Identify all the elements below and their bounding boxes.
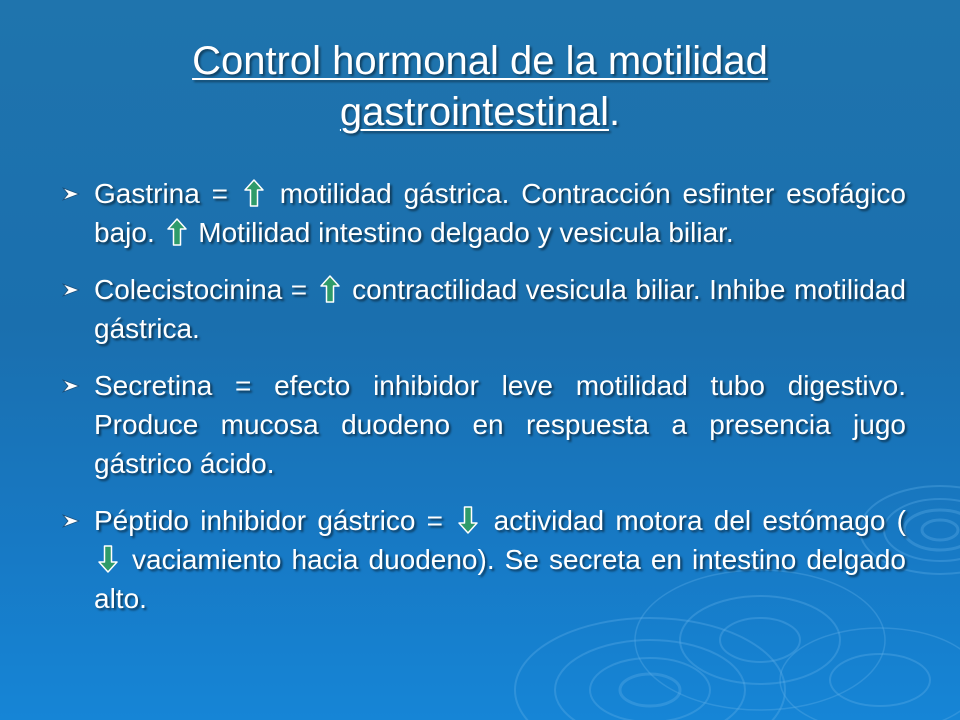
bullet-item: [62, 270, 906, 348]
down-arrow-icon: [458, 506, 478, 534]
bullet-item: [62, 174, 906, 252]
down-arrow-icon: [98, 545, 118, 573]
bullet-text: Péptido inhibidor gástrico =: [94, 505, 455, 536]
up-arrow-icon: [167, 218, 187, 246]
bullet-text: motilidad gástrica. Contracción esfinter esofágico bajo.: [94, 178, 907, 248]
bullet-text: vaciamiento hacia duodeno). Se secreta en intestino delgado alto.: [94, 544, 906, 614]
bullet-text: contractilidad vesicula biliar. Inhibe motilidad gástrica.: [94, 274, 906, 344]
bullet-text: actividad motora del estómago (: [482, 505, 906, 536]
bullet-list: [62, 174, 906, 636]
bullet-text: Colecistocinina =: [94, 274, 316, 305]
bullet-arrow-icon: [62, 187, 80, 201]
bullet-text: Motilidad intestino delgado y vesicula biliar.: [190, 217, 734, 248]
slide-title-text: Control hormonal de la motilidad gastrointestinal: [192, 39, 768, 134]
bullet-arrow-icon: [62, 379, 80, 393]
up-arrow-icon: [244, 179, 264, 207]
bullet-arrow-icon: [62, 514, 80, 528]
bullet-item: [62, 366, 906, 483]
bullet-item: [62, 501, 906, 618]
bullet-arrow-icon: [62, 283, 80, 297]
slide-title: [100, 36, 860, 138]
bullet-text: Gastrina =: [94, 178, 240, 209]
up-arrow-icon: [320, 275, 340, 303]
slide-title-period: .: [608, 90, 621, 134]
bullet-text: Secretina = efecto inhibidor leve motilidad tubo digestivo. Produce mucosa duodeno en respuesta a presencia jugo gástrico ácido.: [94, 370, 906, 479]
